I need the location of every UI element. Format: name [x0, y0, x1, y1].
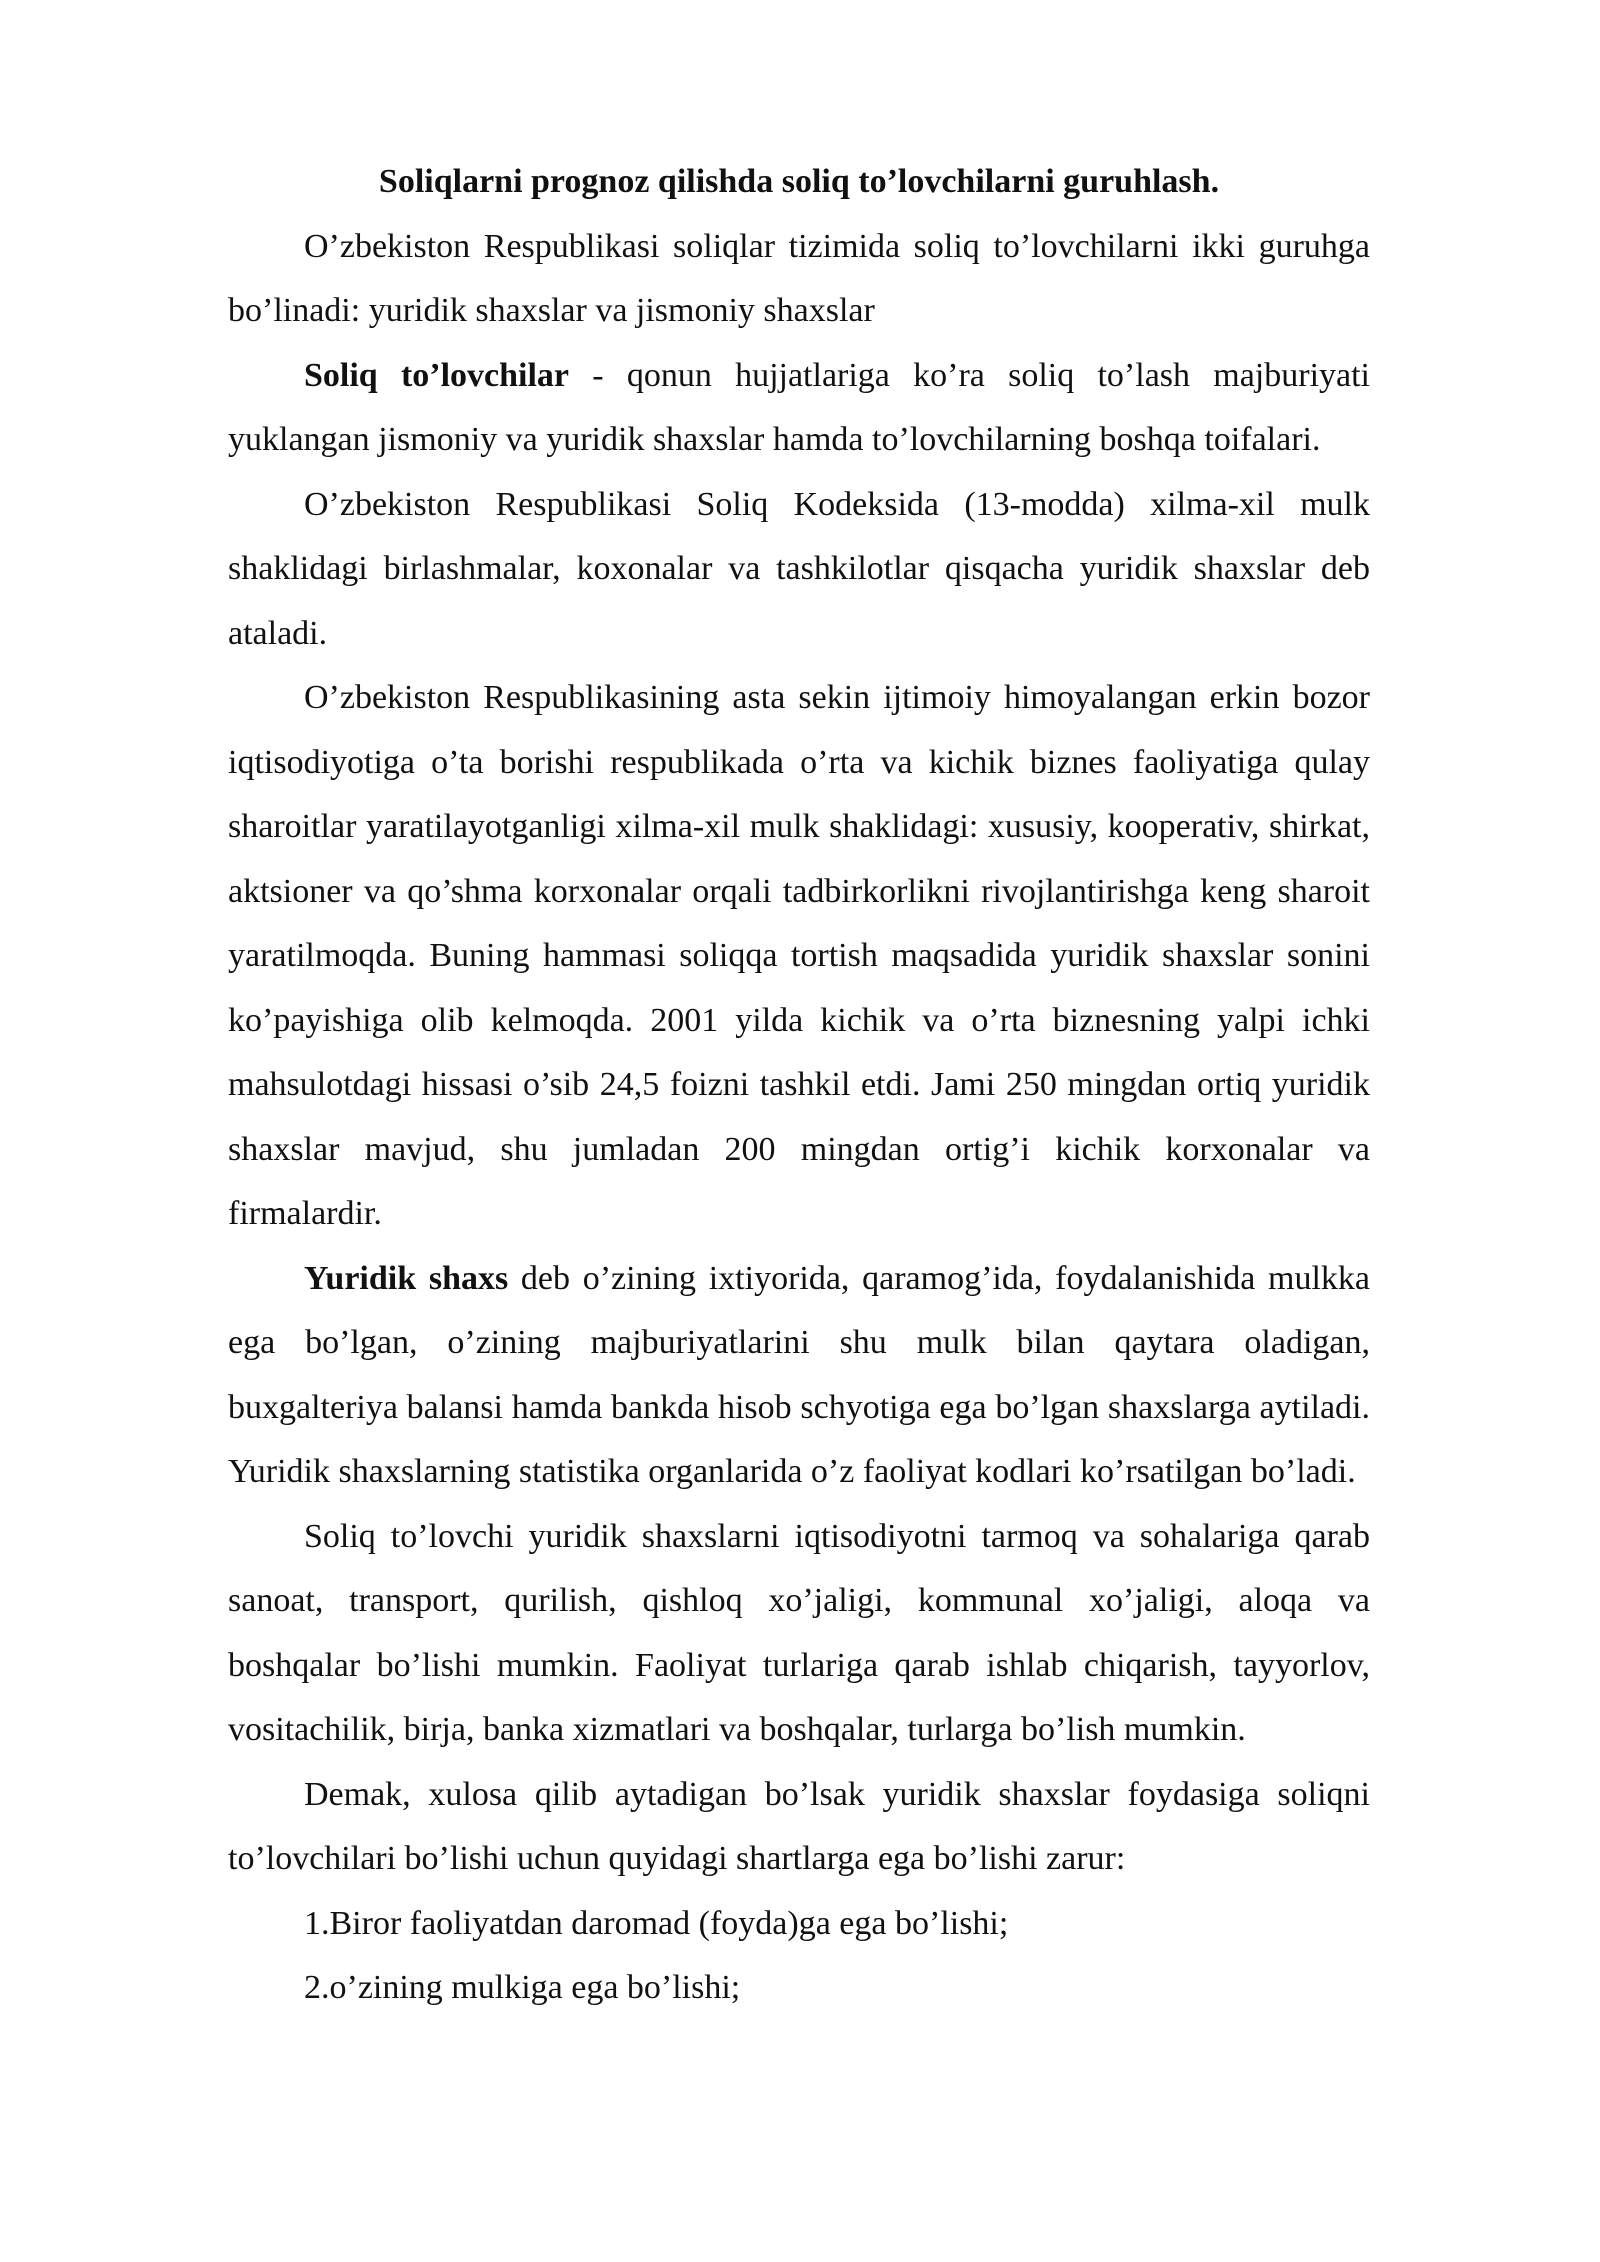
definition-text: - qonun hujjatlariga ko’ra soliq to’lash majburiyati yuklangan jismoniy va yuridik shaxslar hamda to’lovchilarning boshqa toifalari.: [228, 356, 1370, 458]
paragraph-taxpayer-definition: [228, 344, 1370, 473]
list-item-property: 2.o’zining mulkiga ega bo’lishi;: [304, 1969, 741, 2006]
paragraph-conclusion: Demak, xulosa qilib aytadigan bo’lsak yuridik shaxslar foydasiga soliqni to’lovchilari bo’lishi uchun quyidagi shartlarga ega bo’lishi zarur:: [228, 1775, 1370, 1877]
paragraph-market-economy: O’zbekiston Respublikasining asta sekin ijtimoiy himoyalangan erkin bozor iqtisodiyotiga o’ta borishi respublikada o’rta va kichik biznes faoliyatiga qulay sharoitlar yaratilayotganligi xilma-xil mulk shaklidagi: xususiy, kooperativ, shirkat, aktsioner va qo’shma korxonalar orqali tadbirkorlikni rivojlantirishga keng sharoit yaratilmoqda. Buning hammasi soliqqa tortish maqsadida yuridik shaxslar sonini ko’payishiga olib kelmoqda. 2001 yilda kichik va o’rta biznesning yalpi ichki mahsulotdagi hissasi o’sib 24,5 foizni tashkil etdi. Jami 250 mingdan ortiq yuridik shaxslar mavjud, shu jumladan 200 mingdan ortig’i kichik korxonalar va firmalardir.: [228, 679, 1370, 1232]
document-page: [228, 150, 1370, 2021]
list-item-income: 1.Biror faoliyatdan daromad (foyda)ga ega bo’lishi;: [304, 1904, 1009, 1942]
document-title: Soliqlarni prognoz qilishda soliq to’lovchilarni guruhlash.: [378, 163, 1220, 200]
term-legal-entity: Yuridik shaxs: [304, 1259, 509, 1297]
paragraph-sectors: Soliq to’lovchi yuridik shaxslarni iqtisodiyotni tarmoq va sohalariga qarab sanoat, transport, qurilish, qishloq xo’jaligi, kommunal xo’jaligi, aloqa va boshqalar bo’lishi mumkin. Faoliyat turlariga qarab ishlab chiqarish, tayyorlov, vositachilik, birja, banka xizmatlari va boshqalar, turlarga bo’lish mumkin.: [228, 1517, 1370, 1748]
term-taxpayers: Soliq to’lovchilar: [304, 356, 570, 394]
paragraph-tax-code: O’zbekiston Respublikasi Soliq Kodeksida (13-modda) xilma-xil mulk shaklidagi birlashmalar, koxonalar va tashkilotlar qisqacha yuridik shaxslar deb ataladi.: [228, 485, 1370, 652]
paragraph-taxpayer-groups: O’zbekiston Respublikasi soliqlar tizimida soliq to’lovchilarni ikki guruhga bo’linadi: yuridik shaxslar va jismoniy shaxslar: [228, 227, 1370, 329]
definition-text: deb o’zining ixtiyorida, qaramog’ida, foydalanishida mulkka ega bo’lgan, o’zining majburiyatlarini shu mulk bilan qaytara oladigan, buxgalteriya balansi hamda bankda hisob schyotiga ega bo’lgan shaxslarga aytiladi. Yuridik shaxslarning statistika organlarida o’z faoliyat kodlari ko’rsatilgan bo’ladi.: [228, 1259, 1370, 1490]
paragraph-legal-entity-definition: [228, 1247, 1370, 1505]
